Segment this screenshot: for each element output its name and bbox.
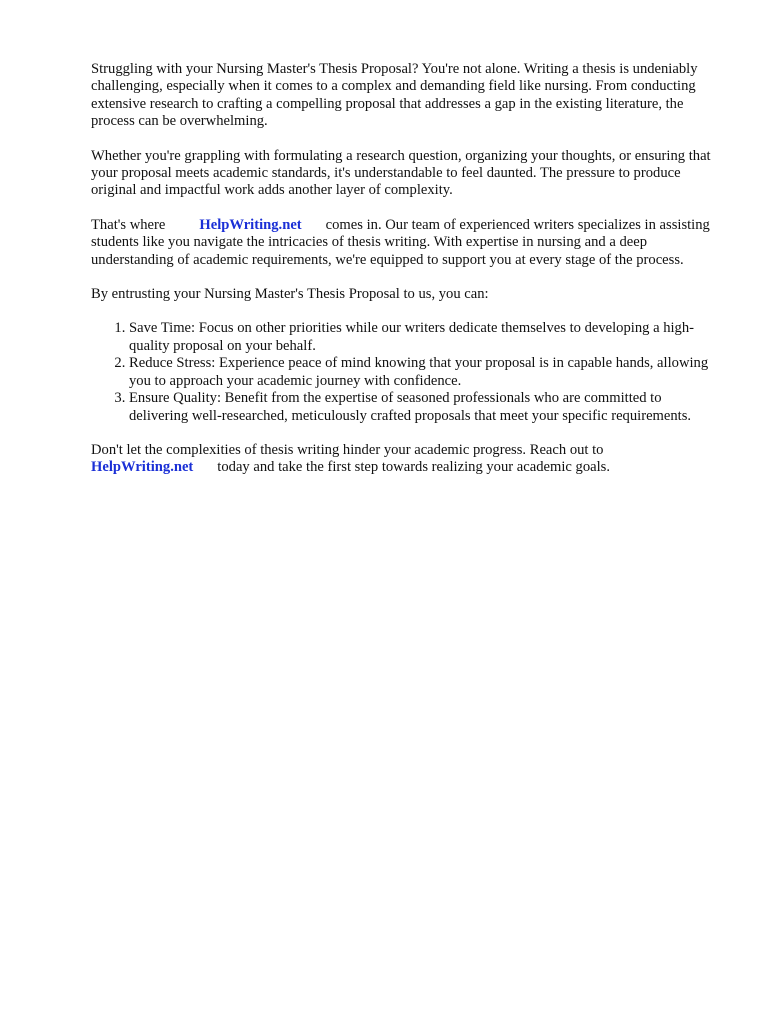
benefits-list bbox=[91, 320, 716, 424]
closing-paragraph bbox=[91, 442, 716, 477]
document-body bbox=[91, 61, 716, 494]
service-text-before: That's where bbox=[91, 216, 166, 233]
helpwriting-link[interactable]: HelpWriting.net bbox=[199, 216, 302, 233]
list-item-save-time: 1. Save Time: Focus on other priorities while our writers dedicate themselves to developing a high-quality proposal on your behalf. bbox=[129, 320, 716, 355]
helpwriting-link-closing[interactable]: HelpWriting.net bbox=[91, 459, 194, 476]
list-intro-paragraph: By entrusting your Nursing Master's Thesis Proposal to us, you can: bbox=[91, 286, 489, 303]
service-paragraph bbox=[91, 217, 716, 269]
struggle-paragraph: Whether you're grappling with formulating a research question, organizing your thoughts, or ensuring that your proposal meets academic standards, it's understandable to feel daunted. The pressure to produce original and impactful work adds another layer of complexity. bbox=[91, 147, 711, 199]
closing-text-before: Don't let the complexities of thesis writing hinder your academic progress. Reach out to bbox=[91, 441, 604, 458]
intro-paragraph: Struggling with your Nursing Master's Thesis Proposal? You're not alone. Writing a thesis is undeniably challenging, especially when it comes to a complex and demanding field like nursing. From conducting extensive research to crafting a compelling proposal that addresses a gap in the existing literature, the process can be overwhelming. bbox=[91, 61, 698, 130]
service-text-after: comes in. Our team of experienced writers specializes in assisting students like you navigate the intricacies of thesis writing. With expertise in nursing and a deep understanding of academic requirements, we're equipped to support you at every stage of the process. bbox=[91, 216, 710, 268]
list-item-ensure-quality: 3. Ensure Quality: Benefit from the expertise of seasoned professionals who are committed to delivering well-researched, meticulously crafted proposals that meet your specific requirements. bbox=[129, 390, 716, 425]
list-item-reduce-stress: 2. Reduce Stress: Experience peace of mind knowing that your proposal is in capable hands, allowing you to approach your academic journey with confidence. bbox=[129, 355, 716, 390]
closing-text-after: today and take the first step towards realizing your academic goals. bbox=[217, 459, 610, 476]
